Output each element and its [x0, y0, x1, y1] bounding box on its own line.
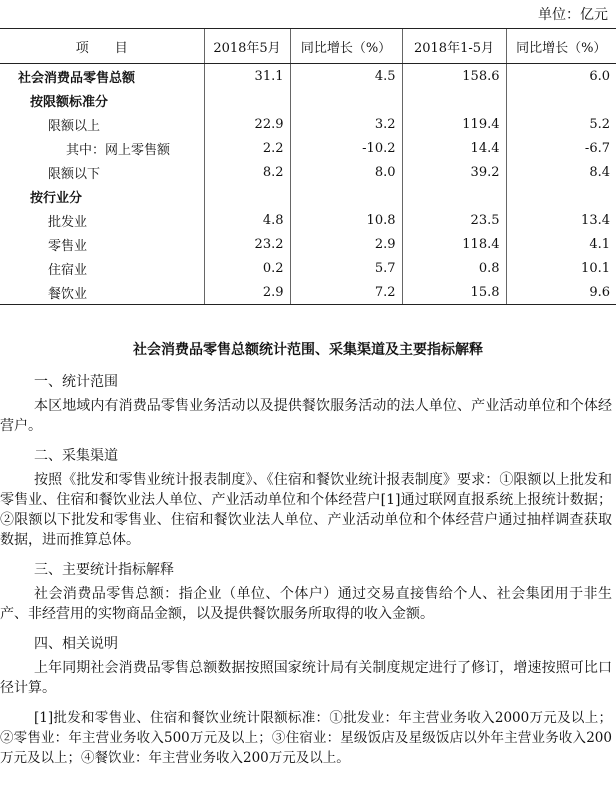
row-label: 餐饮业 [0, 280, 204, 305]
header-jan-may: 2018年1-5月 [402, 29, 506, 64]
section-text-remarks: 上年同期社会消费品零售总额数据按照国家统计局有关制度规定进行了修订，增速按照可比口径计算。 [0, 660, 612, 696]
cell-value: 8.2 [204, 160, 290, 184]
cell-value: 23.2 [204, 232, 290, 256]
cell-value: 10.8 [290, 208, 402, 232]
cell-value [204, 88, 290, 112]
footnote: [1]批发和零售业、住宿和餐饮业统计限额标准：①批发业：年主营业务收入2000万元及以上；②零售业：年主营业务收入500万元及以上；③住宿业：星级饭店及星级饭店以外年主营业务收入200万元及以上；④餐饮业：年主营业务收入200万元及以上。 [0, 710, 612, 766]
cell-value: 14.4 [402, 136, 506, 160]
notes-title: 社会消费品零售总额统计范围、采集渠道及主要指标解释 [133, 342, 483, 358]
section-heading-channel: 二、采集渠道 [34, 448, 118, 464]
cell-value [204, 184, 290, 208]
cell-value: 2.2 [204, 136, 290, 160]
cell-value: 0.2 [204, 256, 290, 280]
table-row [0, 232, 616, 256]
cell-value: 8.4 [506, 160, 616, 184]
cell-value: 2.9 [204, 280, 290, 305]
table-row [0, 280, 616, 305]
cell-value: 22.9 [204, 112, 290, 136]
cell-value: 10.1 [506, 256, 616, 280]
row-label: 社会消费品零售总额 [18, 70, 136, 86]
cell-value: 23.5 [402, 208, 506, 232]
table-row [0, 256, 616, 280]
cell-value: 119.4 [402, 112, 506, 136]
table-row [0, 64, 616, 89]
cell-value: 158.6 [402, 64, 506, 89]
header-item: 项 目 [0, 29, 204, 64]
row-label: 住宿业 [48, 262, 88, 278]
notes-section [0, 340, 616, 778]
cell-value: 4.8 [204, 208, 290, 232]
cell-value [506, 184, 616, 208]
cell-value: 3.2 [290, 112, 402, 136]
cell-value: 7.2 [290, 280, 402, 305]
cell-value [402, 88, 506, 112]
cell-value [290, 184, 402, 208]
cell-value: 5.2 [506, 112, 616, 136]
unit-label: 单位：亿元 [538, 7, 608, 23]
table-header-row [0, 29, 616, 64]
section-text-scope: 本区地域内有消费品零售业务活动以及提供餐饮服务活动的法人单位、产业活动单位和个体经营户。 [0, 398, 612, 434]
cell-value: 8.0 [290, 160, 402, 184]
row-label: 其中：网上零售额 [66, 142, 171, 158]
section-text-channel: 按照《批发和零售业统计报表制度》、《住宿和餐饮业统计报表制度》要求：①限额以上批发和零售业、住宿和餐饮业法人单位、产业活动单位和个体经营户[1]通过联网直报系统上报统计数据；②限额以下批发和零售业、住宿和餐饮业法人单位、产业活动单位和个体经营户通过抽样调查获取数据，进而推算总体。 [0, 472, 612, 548]
table-row [0, 136, 616, 160]
table-row [0, 160, 616, 184]
section-text-indicators: 社会消费品零售总额：指企业（单位、个体户）通过交易直接售给个人、社会集团用于非生产、非经营用的实物商品金额，以及提供餐饮服务所取得的收入金额。 [0, 586, 612, 622]
row-label: 按行业分 [30, 190, 83, 206]
header-jan-may-growth: 同比增长（%） [506, 29, 616, 64]
cell-value: 9.6 [506, 280, 616, 305]
table-row [0, 112, 616, 136]
cell-value: 13.4 [506, 208, 616, 232]
cell-value [290, 88, 402, 112]
cell-value: -10.2 [290, 136, 402, 160]
header-may: 2018年5月 [204, 29, 290, 64]
cell-value: 4.5 [290, 64, 402, 89]
row-label: 零售业 [48, 238, 88, 254]
row-label: 限额以上 [48, 118, 101, 134]
cell-value: 5.7 [290, 256, 402, 280]
cell-value: 118.4 [402, 232, 506, 256]
section-heading-remarks: 四、相关说明 [34, 636, 118, 652]
cell-value: 39.2 [402, 160, 506, 184]
retail-sales-table [0, 28, 616, 305]
cell-value: 0.8 [402, 256, 506, 280]
cell-value: -6.7 [506, 136, 616, 160]
row-label: 批发业 [48, 214, 88, 230]
cell-value [402, 184, 506, 208]
row-label: 按限额标准分 [30, 94, 109, 110]
cell-value: 4.1 [506, 232, 616, 256]
section-heading-indicators: 三、主要统计指标解释 [34, 562, 174, 578]
cell-value [506, 88, 616, 112]
header-may-growth: 同比增长（%） [290, 29, 402, 64]
row-label: 限额以下 [48, 166, 101, 182]
cell-value: 6.0 [506, 64, 616, 89]
cell-value: 2.9 [290, 232, 402, 256]
table-row [0, 184, 616, 208]
table-row [0, 88, 616, 112]
cell-value: 15.8 [402, 280, 506, 305]
cell-value: 31.1 [204, 64, 290, 89]
section-heading-scope: 一、统计范围 [34, 374, 118, 390]
table-row [0, 208, 616, 232]
